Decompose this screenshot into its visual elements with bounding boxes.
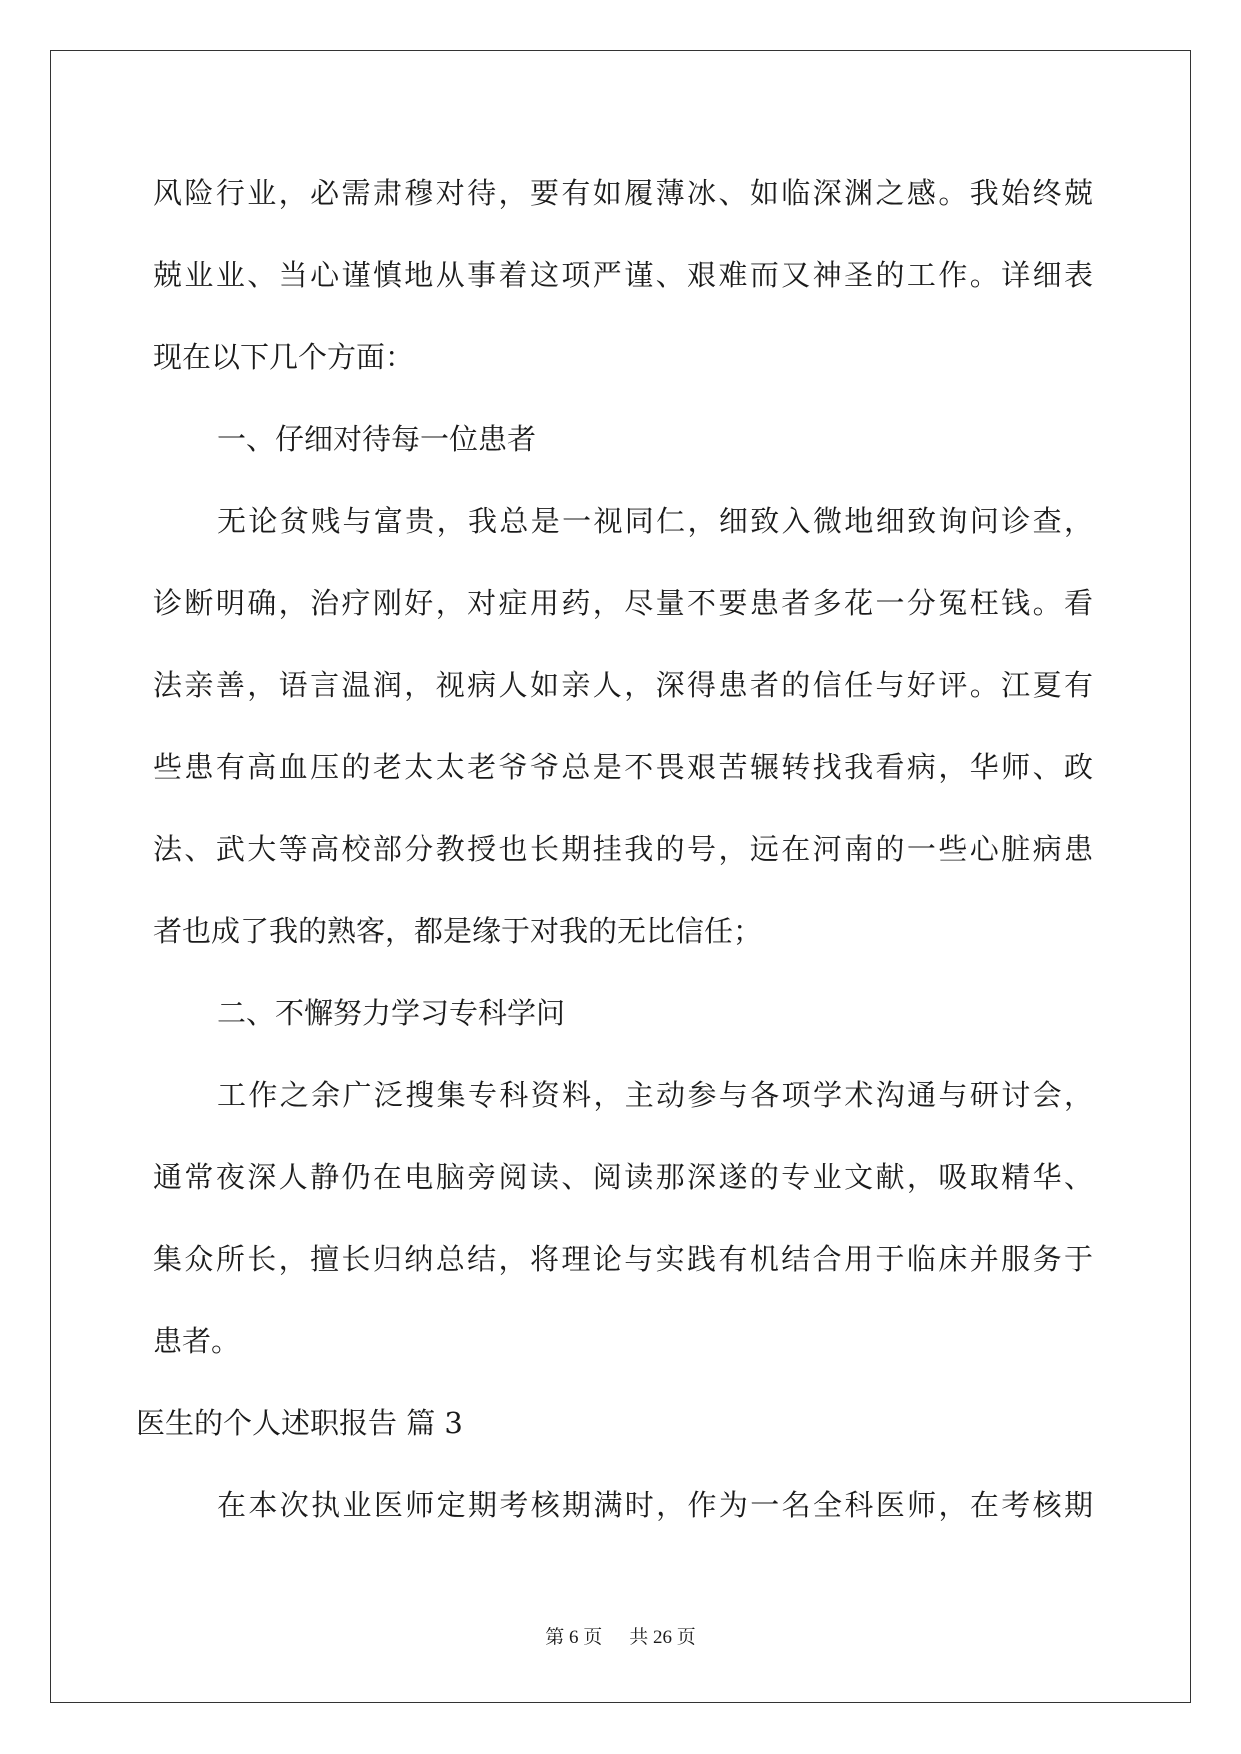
section-heading: 二、不懈努力学习专科学问 bbox=[217, 996, 566, 1030]
paragraph-line: 者也成了我的熟客，都是缘于对我的无比信任； bbox=[153, 914, 763, 948]
document-body bbox=[136, 168, 1093, 1562]
paragraph-line: 兢业业、当心谨慎地从事着这项严谨、艰难而又神圣的工作。详细表 bbox=[153, 258, 1093, 292]
page-number: 第 6 页 bbox=[545, 1627, 603, 1648]
paragraph-line: 些患有高血压的老太太老爷爷总是不畏艰苦辗转找我看病，华师、政 bbox=[153, 750, 1093, 784]
paragraph-line: 工作之余广泛搜集专科资料，主动参与各项学术沟通与研讨会， bbox=[217, 1078, 1093, 1112]
paragraph-line: 风险行业，必需肃穆对待，要有如履薄冰、如临深渊之感。我始终兢 bbox=[153, 176, 1093, 210]
section-heading: 一、仔细对待每一位患者 bbox=[217, 422, 537, 456]
paragraph-line: 集众所长，擅长归纳总结，将理论与实践有机结合用于临床并服务于 bbox=[153, 1242, 1093, 1276]
paragraph-line: 在本次执业医师定期考核期满时，作为一名全科医师，在考核期 bbox=[217, 1488, 1093, 1522]
paragraph-line: 法亲善，语言温润，视病人如亲人，深得患者的信任与好评。江夏有 bbox=[153, 668, 1093, 702]
paragraph-line: 患者。 bbox=[153, 1324, 241, 1358]
paragraph-line: 现在以下几个方面： bbox=[153, 340, 415, 374]
article-heading: 医生的个人述职报告 篇 3 bbox=[136, 1406, 463, 1440]
page-footer bbox=[0, 1622, 1241, 1649]
paragraph-line: 通常夜深人静仍在电脑旁阅读、阅读那深遂的专业文献，吸取精华、 bbox=[153, 1160, 1093, 1194]
paragraph-line: 法、武大等高校部分教授也长期挂我的号，远在河南的一些心脏病患 bbox=[153, 832, 1093, 866]
page-total: 共 26 页 bbox=[629, 1627, 696, 1648]
paragraph-line: 无论贫贱与富贵，我总是一视同仁，细致入微地细致询问诊查， bbox=[217, 504, 1093, 538]
paragraph-line: 诊断明确，治疗刚好，对症用药，尽量不要患者多花一分冤枉钱。看 bbox=[153, 586, 1093, 620]
